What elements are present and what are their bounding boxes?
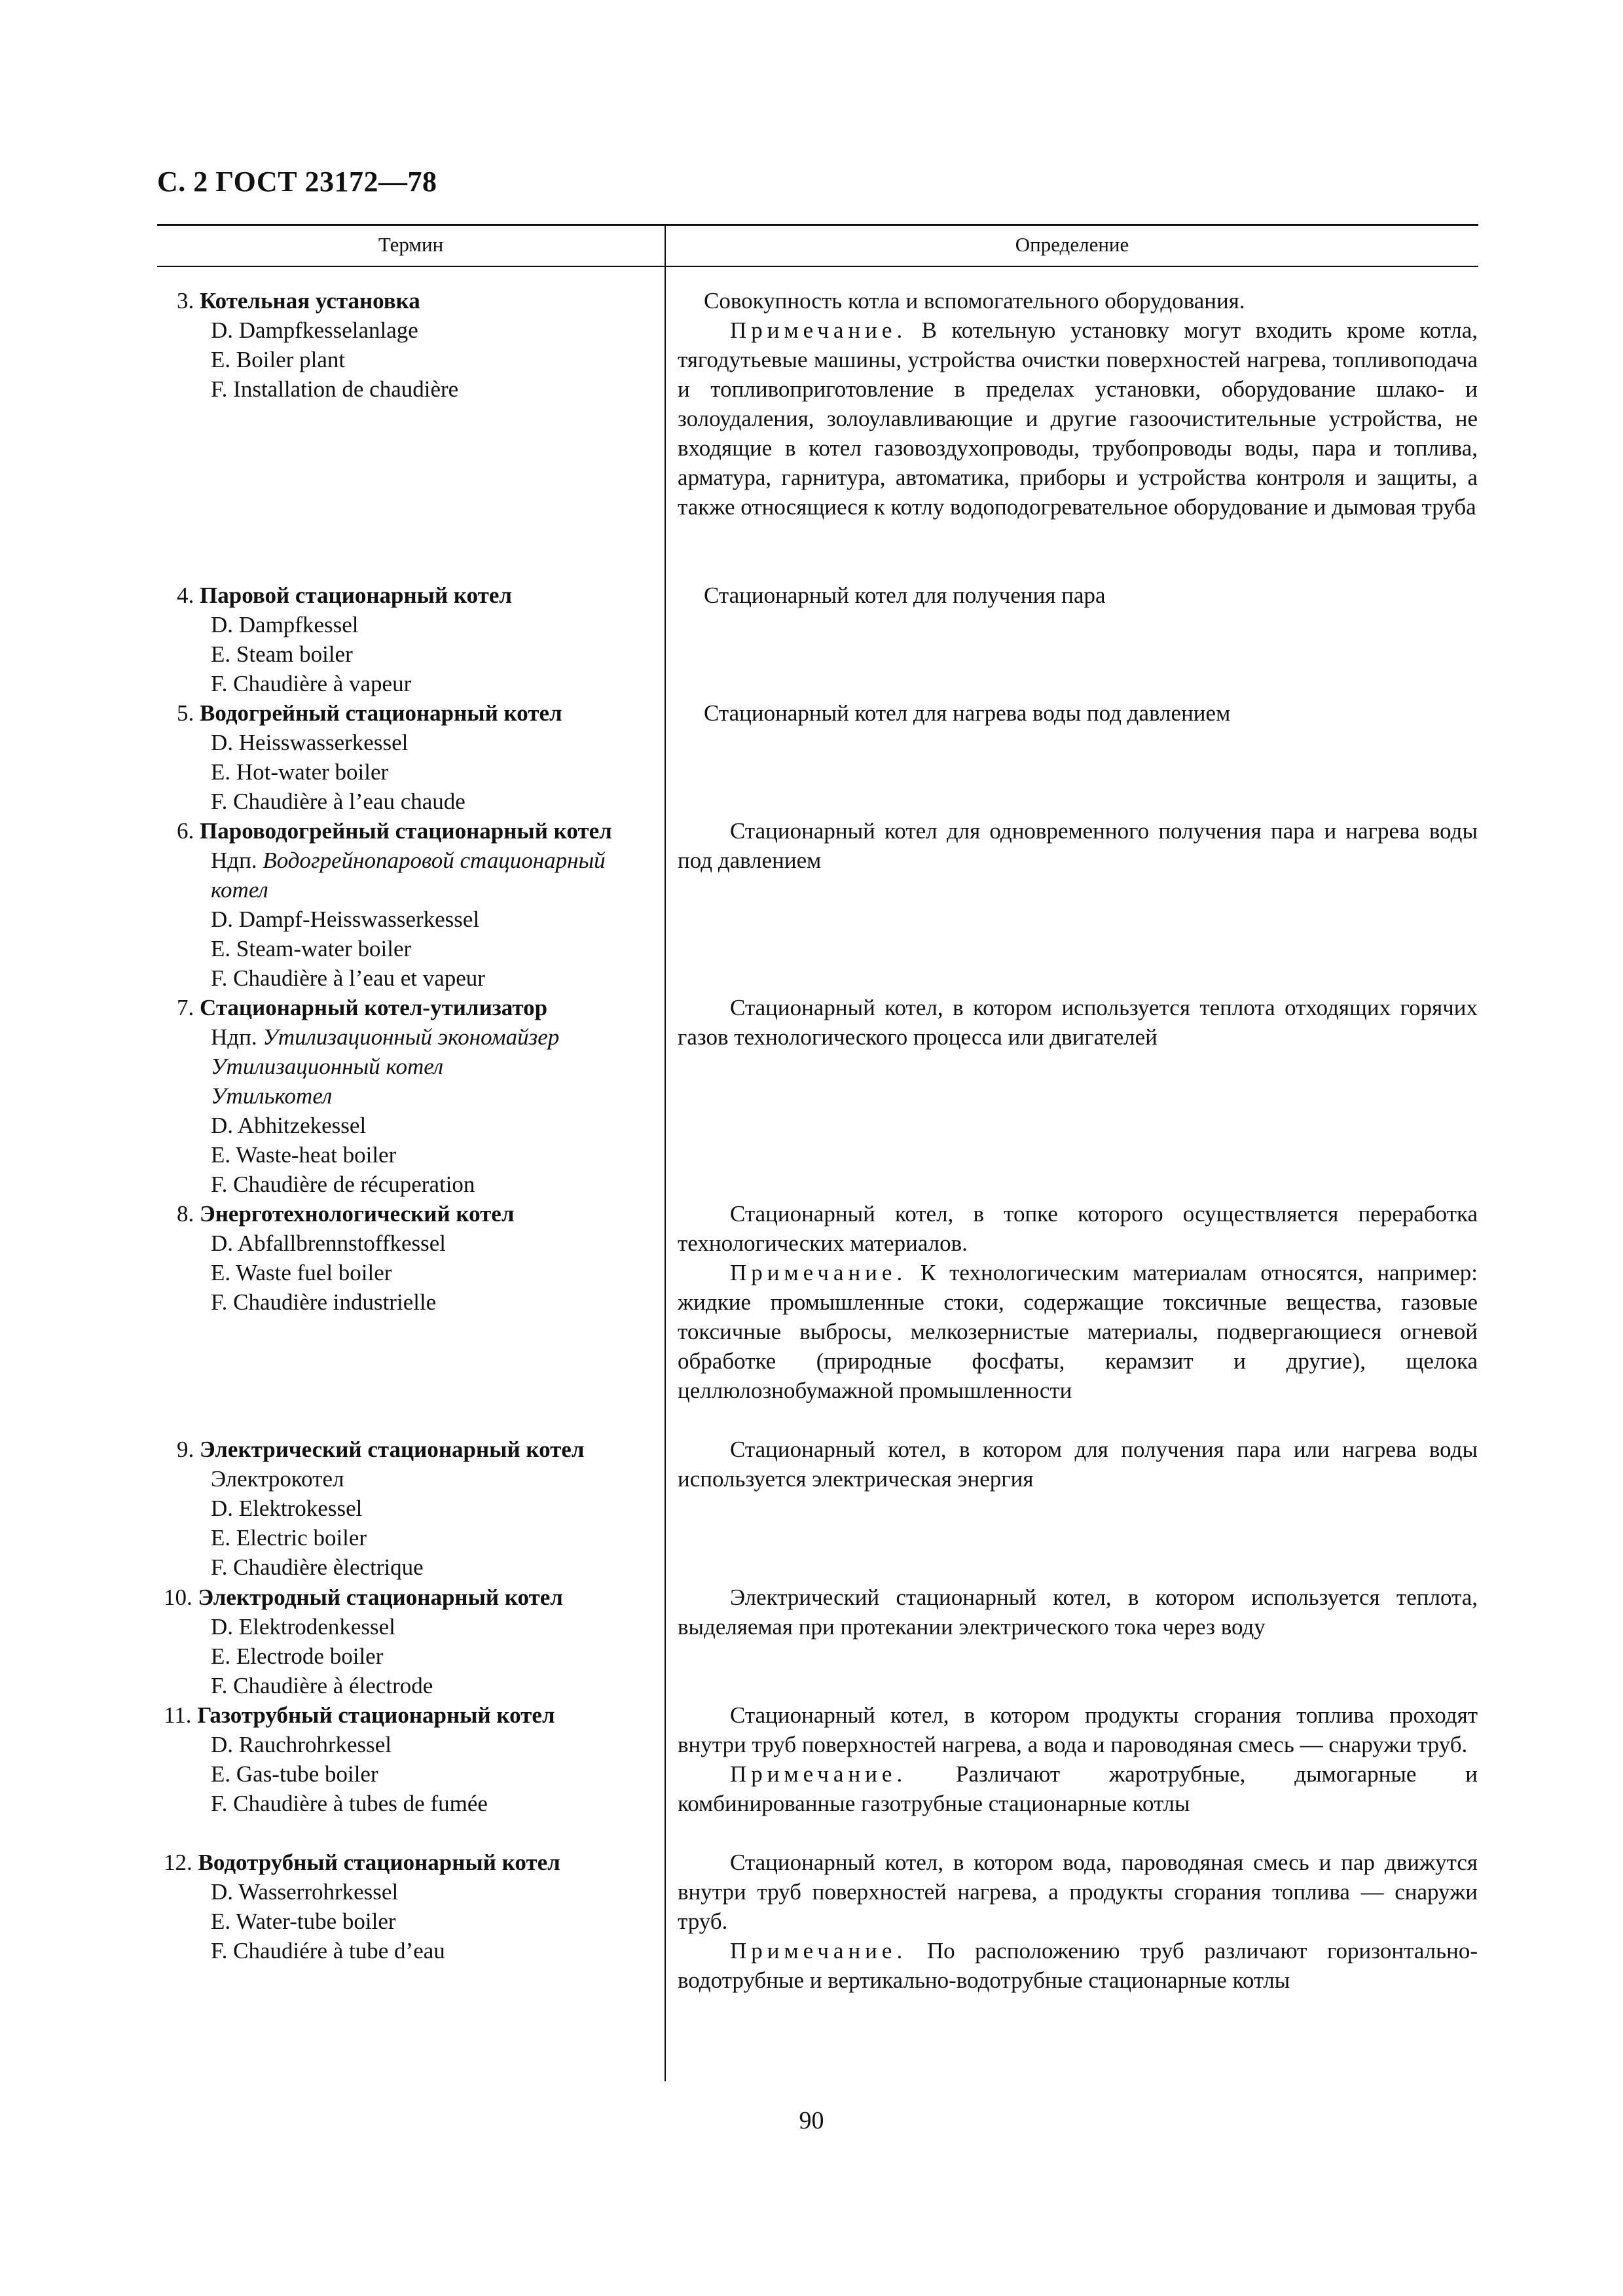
deprecated-label: Ндп.	[211, 848, 257, 873]
column-divider	[665, 224, 666, 2081]
term-number: 10.	[164, 1585, 192, 1610]
term-translation: D. Heisswasserkessel	[211, 730, 409, 755]
term-title	[164, 1583, 661, 1612]
term-translation: E. Hot-water boiler	[211, 759, 389, 785]
term-deprecated	[164, 846, 661, 875]
term-column-header: Термин	[378, 233, 444, 256]
term-synonym: Электрокотел	[211, 1466, 344, 1492]
term-title	[164, 816, 661, 846]
term-name: Энерготехнологический котел	[200, 1201, 515, 1227]
term-translation: E. Gas-tube boiler	[211, 1761, 378, 1787]
term-name: Котельная установка	[200, 288, 420, 314]
definition-cell	[678, 816, 1478, 875]
term-name: Водотрубный стационарный котел	[198, 1850, 560, 1875]
definition-text: Стационарный котел, в котором продукты сгорания топлива проходят внутри труб поверхностей нагрева, а вода и пароводяная смесь — снаружи труб.	[678, 1702, 1478, 1757]
term-number: 11.	[164, 1702, 192, 1728]
definition-text: Стационарный котел, в котором вода, пароводяная смесь и пар движутся внутри труб поверхностей нагрева, а продукты сгорания топлива — снаружи труб.	[678, 1850, 1478, 1934]
definition-note	[678, 1759, 1478, 1818]
term-translation: E. Steam-water boiler	[211, 936, 412, 961]
table-top-rule	[157, 224, 1478, 226]
term-translation: F. Chaudière industrielle	[211, 1289, 437, 1315]
definition-text: Стационарный котел, в котором используется теплота отходящих горячих газов технологического процесса или двигателей	[678, 995, 1478, 1050]
definition-text: Совокупность котла и вспомогательного оборудования.	[704, 288, 1245, 314]
term-translation: F. Chaudière à tubes de fumée	[211, 1791, 488, 1816]
note-label: Примечание.	[730, 1260, 907, 1285]
term-number: 9.	[177, 1437, 194, 1462]
term-number: 6.	[177, 818, 194, 844]
term-title	[164, 1700, 661, 1730]
term-number: 3.	[177, 288, 194, 314]
definition-cell	[678, 1199, 1478, 1405]
term-title	[164, 1848, 661, 1877]
term-number: 5.	[177, 700, 194, 726]
term-name: Газотрубный стационарный котел	[197, 1702, 555, 1728]
term-translation: E. Waste fuel boiler	[211, 1260, 392, 1285]
definition-text: Электрический стационарный котел, в котором используется теплота, выделяемая при протекании электрического тока через воду	[678, 1585, 1478, 1640]
term-cell	[164, 1199, 661, 1317]
definition-cell	[678, 286, 1478, 522]
note-text: В котельную установку могут входить кроме котла, тягодутьевые машины, устройства очистки поверхностей нагрева, топливоподача и топливоприготовление в пределах установки, оборудование шлако- и золоудаления, золоулавливающие и другие газоочистительные устройства, не входящие в котел газовоздухопроводы, трубопроводы воды, пара и топлива, арматура, гарнитура, автоматика, приборы и устройства контроля и защиты, а также относящиеся к котлу водоподогревательное оборудование и дымовая труба	[678, 317, 1478, 520]
term-cell	[164, 816, 661, 993]
term-translation: E. Steam boiler	[211, 641, 353, 667]
term-number: 7.	[177, 995, 194, 1020]
term-title	[164, 698, 661, 728]
term-translation: D. Abhitzekessel	[211, 1113, 367, 1138]
term-translation: D. Abfallbrennstoffkessel	[211, 1230, 447, 1256]
definition-text: Стационарный котел для нагрева воды под давлением	[704, 700, 1231, 726]
term-title	[164, 1199, 661, 1229]
term-translation: F. Chaudiére à tube d’eau	[211, 1938, 445, 1964]
note-label: Примечание.	[730, 1938, 907, 1964]
term-translation: D. Elektrokessel	[211, 1496, 363, 1521]
definition-text: Стационарный котел для одновременного получения пара и нагрева воды под давлением	[678, 818, 1478, 873]
deprecated-term: Водогрейнопаровой стационарный	[263, 848, 606, 873]
term-cell	[164, 1848, 661, 1965]
definition-cell	[678, 993, 1478, 1052]
term-number: 12.	[164, 1850, 192, 1875]
definition-note	[678, 1258, 1478, 1405]
definition-text: Стационарный котел, в топке которого осуществляется переработка технологических материалов.	[678, 1201, 1478, 1256]
definition-cell	[678, 1435, 1478, 1494]
deprecated-label: Ндп.	[211, 1024, 257, 1050]
term-translation: F. Chaudière à vapeur	[211, 671, 412, 696]
term-name: Пароводогрейный стационарный котел	[200, 818, 612, 844]
term-translation: D. Dampfkesselanlage	[211, 317, 418, 343]
term-translation: F. Chaudière à électrode	[211, 1673, 433, 1698]
term-number: 4.	[177, 583, 194, 608]
term-name: Паровой стационарный котел	[200, 583, 513, 608]
page-number: 90	[799, 2107, 824, 2134]
term-name: Электродный стационарный котел	[198, 1585, 563, 1610]
deprecated-term: Утилизационный экономайзер	[263, 1024, 560, 1050]
definition-cell	[678, 1583, 1478, 1641]
note-label: Примечание.	[730, 317, 907, 343]
term-cell	[164, 1435, 661, 1582]
definition-text: Стационарный котел для получения пара	[704, 583, 1106, 608]
definition-cell	[678, 581, 1478, 610]
term-translation: F. Chaudière èlectrique	[211, 1554, 424, 1580]
term-name: Стационарный котел-утилизатор	[200, 995, 548, 1020]
definition-note	[678, 1936, 1478, 1995]
term-translation: D. Elektrodenkessel	[211, 1614, 395, 1640]
term-title	[164, 286, 661, 315]
term-title	[164, 1435, 661, 1464]
deprecated-term-continued: котел	[211, 877, 268, 903]
term-title	[164, 581, 661, 610]
page-header: С. 2 ГОСТ 23172—78	[157, 166, 437, 198]
term-cell	[164, 993, 661, 1199]
note-label: Примечание.	[730, 1761, 907, 1787]
term-cell	[164, 581, 661, 698]
term-cell	[164, 1700, 661, 1818]
term-name: Водогрейный стационарный котел	[200, 700, 562, 726]
note-text: По расположению труб различают горизонтально-водотрубные и вертикально-водотрубные стационарные котлы	[678, 1938, 1478, 1993]
term-translation: E. Electric boiler	[211, 1525, 367, 1551]
term-title	[164, 993, 661, 1022]
term-translation: E. Electrode boiler	[211, 1643, 384, 1669]
table-header-rule	[157, 266, 1478, 267]
term-number: 8.	[177, 1201, 194, 1227]
term-cell	[164, 286, 661, 404]
term-translation: F. Chaudière à l’eau chaude	[211, 789, 465, 814]
definition-cell	[678, 698, 1478, 728]
term-translation: E. Waste-heat boiler	[211, 1142, 397, 1168]
term-translation: D. Rauchrohrkessel	[211, 1732, 392, 1757]
term-translation: D. Wasserrohrkessel	[211, 1879, 399, 1905]
term-translation: F. Chaudière de récuperation	[211, 1172, 475, 1197]
definition-text: Стационарный котел, в котором для получения пара или нагрева воды используется электрическая энергия	[678, 1437, 1478, 1492]
deprecated-term: Утилькотел	[211, 1083, 333, 1109]
term-name: Электрический стационарный котел	[200, 1437, 585, 1462]
term-translation: F. Chaudière à l’eau et vapeur	[211, 965, 485, 991]
definition-cell	[678, 1700, 1478, 1818]
note-text: К технологическим материалам относятся, например: жидкие промышленные стоки, содержащие токсичные вещества, газовые токсичные выбросы, мелкозернистые материалы, подвергающиеся огневой обработке (природные фосфаты, керамзит и другие), щелока целлюлознобумажной промышленности	[678, 1260, 1478, 1403]
note-text: Различают жаротрубные, дымогарные и комбинированные газотрубные стационарные котлы	[678, 1761, 1478, 1816]
term-cell	[164, 1583, 661, 1700]
term-translation: D. Dampfkessel	[211, 612, 359, 637]
definition-note	[678, 315, 1478, 522]
term-translation: E. Boiler plant	[211, 347, 346, 372]
term-translation: D. Dampf-Heisswasserkessel	[211, 906, 480, 932]
definition-cell	[678, 1848, 1478, 1995]
term-translation: E. Water-tube boiler	[211, 1909, 396, 1934]
term-deprecated	[164, 1022, 661, 1052]
deprecated-term: Утилизационный котел	[211, 1054, 444, 1079]
term-translation: F. Installation de chaudière	[211, 376, 459, 402]
term-cell	[164, 698, 661, 816]
definition-column-header: Определение	[1015, 233, 1129, 256]
